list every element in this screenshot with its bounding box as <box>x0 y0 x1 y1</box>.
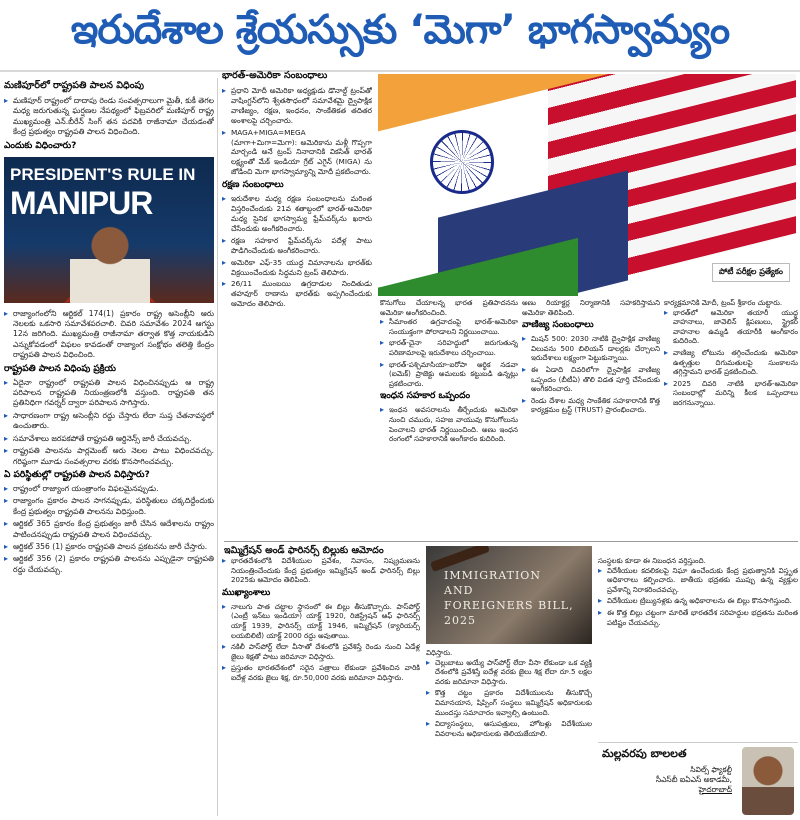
ashoka-chakra-icon <box>430 130 494 194</box>
col8-text: సంస్థలకు కూడా ఈ నిబంధన వర్తిస్తుంది. <box>598 556 706 565</box>
author-role <box>628 765 732 795</box>
current-affairs-tag: కరెంట్ అఫైర్స్ <box>735 249 788 260</box>
list-item: ▸ ఈ కొత్త బిల్లు చట్టంగా మారితే భారతదేశ సరిహద్దుల భద్రతను మరింత పటిష్టం చేయవచ్చు. <box>598 608 798 627</box>
column-divider <box>217 78 218 816</box>
immigration-bill-image <box>426 546 592 644</box>
manipur-heading: మణిపూర్‌లో రాష్ట్రపతి పాలన విధింపు <box>4 80 145 91</box>
india-us-flag-image <box>378 74 796 296</box>
immigration-heading: ఇమ్మిగ్రేషన్ అండ్ ఫారినర్స్ బిల్లుకు ఆమోదం <box>224 541 798 558</box>
immigration-intro: ▸ భారతదేశంలోకి విదేశీయుల ప్రవేశం, నివాసం, నిష్క్రమణను నియంత్రించేందుకు కేంద్ర ప్రభుత్వం ఇమ్మిగ్రేషన్ అండ్ ఫారినర్స్ బిల్లు 2025కు ఆమోదం తెలిపింది. <box>222 556 420 585</box>
manipur-why: ఎందుకు విధించారు? <box>4 140 77 151</box>
list-item: ▸ భారత్‌లో అమెరికా తయారీ యుద్ధ వాహనాలు, జావెలిన్ క్షిపణులు, స్ట్రైకర్ వాహనాల ఉమ్మడి తయారీకి అంగీకారం కుదిరింది. <box>664 308 798 346</box>
list-item: ▸ ప్రస్తుతం భారతదేశంలో సరైన పత్రాలు లేకుండా ప్రవేశించిన వారికి ఐదేళ్ల వరకు జైలు శిక్ష, రూ.50,000 వరకు జరిమానా విధిస్తారు. <box>222 663 420 682</box>
list-item: ▸ విద్యాసంస్థలు, ఆసుపత్రులు, హోటళ్లు విదేశీయుల వివరాలను అధికారులకు తెలియజేయాలి. <box>426 719 592 738</box>
list-item: ▸ సాధారణంగా రాష్ట్ర అసెంబ్లీని రద్దు చేస్తారు లేదా సుప్త చేతనావస్థలో ఉంచుతారు. <box>4 411 214 432</box>
list-item: ▸ రాజ్యాంగం ప్రకారం పాలన సాగనప్పుడు, పరిస్థితులు చక్కదిద్దేందుకు కేంద్ర ప్రభుత్వం రాష్ట్రపతి పాలనను విధిస్తుంది. <box>4 496 214 517</box>
list-item: ▸ ఇంధన అవసరాలను తీర్చేందుకు అమెరికా నుంచి చమురు, సహజ వాయువు కొనుగోలును పెంచాలని భారత్ నిర్ణయించింది. అణు ఇంధన రంగంలో సహకారానికి అంగీకారం కుదిరింది. <box>380 405 518 443</box>
graphic-line2: MANIPUR <box>10 184 153 221</box>
trade-heading: వాణిజ్య సంబంధాలు <box>522 320 594 331</box>
list-item: ▸ ప్రధాని మోదీ అమెరికా అధ్యక్షుడు డొనాల్డ్ ట్రంప్‌తో వాషింగ్టన్‌లోని శ్వేతసౌధంలో సమావేశమై ద్వైపాక్షిక వాణిజ్యం, రక్షణ, ఇంధనం, సాంకేతికత తదితర అంశాలపై చర్చించారు. <box>222 86 372 126</box>
author-role-line3: హైదరాబాద్ <box>698 785 732 794</box>
list-item: ▸ కొత్త చట్టం ప్రకారం విదేశీయులను తీసుకొచ్చే విమానయాన, షిప్పింగ్ సంస్థలు ఇమ్మిగ్రేషన్ అధికారులకు ముందస్తు సమాచారం ఇవ్వాల్సి ఉంటుంది. <box>426 688 592 717</box>
list-item: ▸ ఇరుదేశాల మధ్య రక్షణ సంబంధాలను మరింత విస్తరించేందుకు 21వ శతాబ్దంలో భారత్-అమెరికా మధ్య సైనిక భాగస్వామ్య ఫ్రేమ్‌వర్క్‌ను ఖరారు చేసేందుకు అంగీకరించారు. <box>222 194 372 234</box>
list-item: ▸ రాష్ట్రంలో రాజ్యాంగ యంత్రాంగం విఫలమైనప్పుడు. <box>4 484 214 494</box>
headline-banner <box>0 0 800 72</box>
immigration-column-2 <box>426 648 592 816</box>
list-item: ▸ నాలుగు పాత చట్టాల స్థానంలో ఈ బిల్లు తీసుకొచ్చారు. పాస్‌పోర్ట్ (ఎంట్రీ ఇన్‌టు ఇండియా) యాక్ట్ 1920, రిజిస్ట్రేషన్ ఆఫ్ ఫారినర్స్ యాక్ట్ 1939, ఫారినర్స్ యాక్ట్ 1946, ఇమ్మిగ్రేషన్ (క్యారియర్స్ లయబిలిటీ) యాక్ట్ 2000 రద్దు అవుతాయి. <box>222 602 420 640</box>
manipur-sub2: ఏ పరిస్థితుల్లో రాష్ట్రపతి పాలన విధిస్తారు? <box>4 469 150 480</box>
list-item: ▸ ఆర్టికల్ 356 (1) ప్రకారం రాష్ట్రపతి పాలన ప్రకటనను జారీ చేస్తారు. <box>4 542 214 552</box>
competitive-exams-badge: పోటీ పరీక్షల ప్రత్యేకం <box>712 263 790 282</box>
manipur-para2: ▸ రాజ్యాంగంలోని ఆర్టికల్ 174(1) ప్రకారం రాష్ట్ర అసెంబ్లీని ఆరు నెలలకు ఒకసారి సమావేశపరచాలి. చివరి సమావేశం 2024 ఆగస్టు 12న జరిగింది. ముఖ్యమంత్రి రాజీనామా తర్వాత కొత్త నాయకుడిని ఎన్నుకోవడంలో విఫలం కావడంతో రాజ్యాంగ సంక్షోభం తలెత్తి కేంద్రం రాష్ట్రపతి పాలన విధించింది. <box>4 309 214 361</box>
list-item: ▸ 2025 చివరి నాటికి భారత్-అమెరికా సంబంధాల్లో మరిన్ని కీలక ఒప్పందాలు జరగనున్నాయి. <box>664 379 798 408</box>
author-name: మల్లవరపు బాలలత <box>602 747 687 760</box>
book-title-line3: FOREIGNERS BILL, 2025 <box>444 599 574 627</box>
author-role-line1: సివిల్స్ ఫ్యాకల్టీ <box>690 765 732 774</box>
list-item: ▸ ఆర్టికల్ 365 ప్రకారం కేంద్ర ప్రభుత్వం జారీ చేసిన ఆదేశాలను రాష్ట్రం పాటించనప్పుడు రాష్ట్రపతి పాలన విధించవచ్చు. <box>4 519 214 540</box>
list-item: ▸ రక్షణ సహకార ఫ్రేమ్‌వర్క్‌ను పదేళ్ల పాటు పొడిగించేందుకు అంగీకరించారు. <box>222 236 372 256</box>
manipur-column <box>4 80 214 816</box>
immigration-column-1 <box>222 556 420 816</box>
energy-column <box>380 298 518 538</box>
list-item: ▸ భారత్-పశ్చిమాసియా-ఐరోపా ఆర్థిక నడవా (ఐమెక్) ప్రాజెక్టు అమలుకు కట్టుబడి ఉన్నట్లు ప్రకటించారు. <box>380 360 518 389</box>
list-item: ▸ మిషన్ 500: 2030 నాటికి ద్వైపాక్షిక వాణిజ్య విలువను 500 బిలియన్ డాలర్లకు చేర్చాలని ఇరుదేశాలు లక్ష్యంగా పెట్టుకున్నాయి. <box>522 334 660 363</box>
list-item: ▸ వాణిజ్య లోటును తగ్గించేందుకు అమెరికా ఉత్పత్తుల దిగుమతులపై సుంకాలను తగ్గిస్తామని భారత్ ప్రకటించింది. <box>664 348 798 377</box>
list-item: ▸ విదేశీయుల కదలికలపై నిఘా ఉంచేందుకు కేంద్ర ప్రభుత్వానికి విస్తృత అధికారాలు కల్పించారు. జాతీయ భద్రతకు ముప్పు ఉన్న వ్యక్తుల ప్రవేశాన్ని నిరాకరించవచ్చు. <box>598 566 798 595</box>
list-item: ▸ భారత్-చైనా సరిహద్దులో జరుగుతున్న పరిణామాలపై ఇరుదేశాలు చర్చించాయి. <box>380 338 518 357</box>
list-item: ▸ ఏదైనా రాష్ట్రంలో రాష్ట్రపతి పాలన విధించినప్పుడు ఆ రాష్ట్ర పరిపాలన రాష్ట్రపతి నియంత్రణలోకి వస్తుంది. రాష్ట్రపతి తన ప్రతినిధిగా గవర్నర్ ద్వారా పరిపాలన సాగిస్తారు. <box>4 378 214 409</box>
col5-text: కార్యక్రమానికి మోదీ, ట్రంప్ శ్రీకారం చుట్టారు. <box>664 298 783 307</box>
list-item: ▸ ఈ ఏడాది చివరిలోగా ద్వైపాక్షిక వాణిజ్య ఒప్పందం (బీటీఏ) తొలి విడత పూర్తి చేసేందుకు అంగీకరించారు. <box>522 365 660 394</box>
col7-text: విధిస్తారు. <box>426 648 453 657</box>
book-title-line1: IMMIGRATION <box>444 569 541 582</box>
list-item: ▸ సమావేశాలు జరపకపోతే రాష్ట్రపతి ఆర్డినెన్స్ జారీ చేయవచ్చు. <box>4 434 214 444</box>
trade-column <box>522 298 660 538</box>
president-portrait <box>70 221 150 303</box>
list-item: ▸ రాష్ట్రపతి పాలనను పార్లమెంట్ ఆరు నెలల పాటు విధించవచ్చు. గరిష్ఠంగా మూడు సంవత్సరాల వరకు కొనసాగించవచ్చు. <box>4 446 214 467</box>
author-box <box>598 742 798 818</box>
energy-heading: ఇంధన సహకార ఒప్పందం <box>380 391 471 402</box>
immigration-sub: ముఖ్యాంశాలు <box>222 587 271 598</box>
list-item: ▸ నకిలీ పాస్‌పోర్ట్ లేదా వీసాతో దేశంలోకి ప్రవేశిస్తే రెండు నుంచి ఏడేళ్ల జైలు శిక్షతో పాటు జరిమానా విధిస్తారు. <box>222 642 420 661</box>
list-item: ▸ ఆర్టికల్ 356 (2) ప్రకారం రాష్ట్రపతి పాలనను ఎప్పుడైనా రాష్ట్రపతి రద్దు చేయవచ్చు. <box>4 554 214 575</box>
author-photo <box>742 747 794 815</box>
list-item: ▸ చెల్లుబాటు అయ్యే పాస్‌పోర్ట్ లేదా వీసా లేకుండా ఒక వ్యక్తి దేశంలోకి ప్రవేశిస్తే ఐదేళ్ల వరకు జైలు శిక్ష లేదా రూ.5 లక్షల వరకు జరిమానా విధిస్తారు. <box>426 658 592 687</box>
book-title-line2: AND <box>444 584 474 597</box>
list-item: ▸ విదేశీయుల ట్రిబ్యునళ్లకు ఉన్న అధికారాలను ఈ బిల్లు కొనసాగిస్తుంది. <box>598 596 798 606</box>
indo-us-heading: భారత్-అమెరికా సంబంధాలు <box>222 70 328 81</box>
tech-column <box>664 298 798 538</box>
manipur-intro: ▸ మణిపూర్ రాష్ట్రంలో దాదాపు రెండు సంవత్సరాలుగా మైతీ, కుకీ తెగల మధ్య జరుగుతున్న ఘర్షణల నేపథ్యంలో ఫిబ్రవరిలో మణిపూర్ రాష్ట్ర ముఖ్యమంత్రి ఎన్.బీరేన్ సింగ్ తన పదవికి రాజీనామా చేయడంతో కేంద్ర ప్రభుత్వం రాష్ట్రపతి పాలన విధించింది. <box>4 96 214 138</box>
indo-us-column <box>222 70 372 540</box>
defence-heading: రక్షణ సంబంధాలు <box>222 180 284 191</box>
col4-text: అణు రియాక్టర్ల నిర్మాణానికి సహకరిస్తామని అమెరికా తెలిపింది. <box>522 298 660 317</box>
graphic-line1: PRESIDENT'S RULE IN <box>10 164 196 184</box>
immigration-column-3 <box>598 556 798 738</box>
list-item: ▸ MAGA+MIGA=MEGA (మాగా+మిగా=మెగా): అమెరికాను మళ్లీ గొప్పగా మార్చండి అనే ట్రంప్ నినాదానికి వికసిత్ భారత్ లక్ష్యంతో మేక్ ఇండియా గ్రేట్ ఎగైన్ (MIGA) ను జోడించి మెగా భాగస్వామ్యాన్ని మోదీ ప్రకటించారు. <box>222 128 372 178</box>
headline: ఇరుదేశాల శ్రేయస్సుకు ‘మెగా’ భాగస్వామ్యం <box>70 7 730 53</box>
list-item: ▸ రెండు దేశాల మధ్య సాంకేతిక సహకారానికి కొత్త కార్యక్రమం ట్రస్ట్ (TRUST) ప్రారంభించారు. <box>522 396 660 415</box>
book-title <box>444 568 592 628</box>
presidents-rule-graphic <box>4 157 214 303</box>
list-item: ▸ సీమాంతర ఉగ్రవాదంపై భారత్-అమెరికా సంయుక్తంగా పోరాడాలని నిర్ణయించాయి. <box>380 317 518 336</box>
list-item: ▸ అమెరికా ఎఫ్-35 యుద్ధ విమానాలను భారత్‌కు విక్రయించేందుకు సిద్ధమని ట్రంప్ తెలిపారు. <box>222 258 372 278</box>
list-item: ▸ 26/11 ముంబయి ఉగ్రదాడుల నిందితుడు తహవూర్ రాణాను భారత్‌కు అప్పగించేందుకు ఆమోదం తెలిపారు. <box>222 279 372 309</box>
author-role-line2: సీఎస్‌బీ ఐఏఎస్ అకాడమీ, <box>655 775 732 784</box>
manipur-sub1: రాష్ట్రపతి పాలన విధింపు ప్రక్రియ <box>4 363 117 374</box>
col3-text: కొనుగోలు చేయాలన్న భారత ప్రతిపాదనను అమెరికా అంగీకరించింది. <box>380 298 518 317</box>
